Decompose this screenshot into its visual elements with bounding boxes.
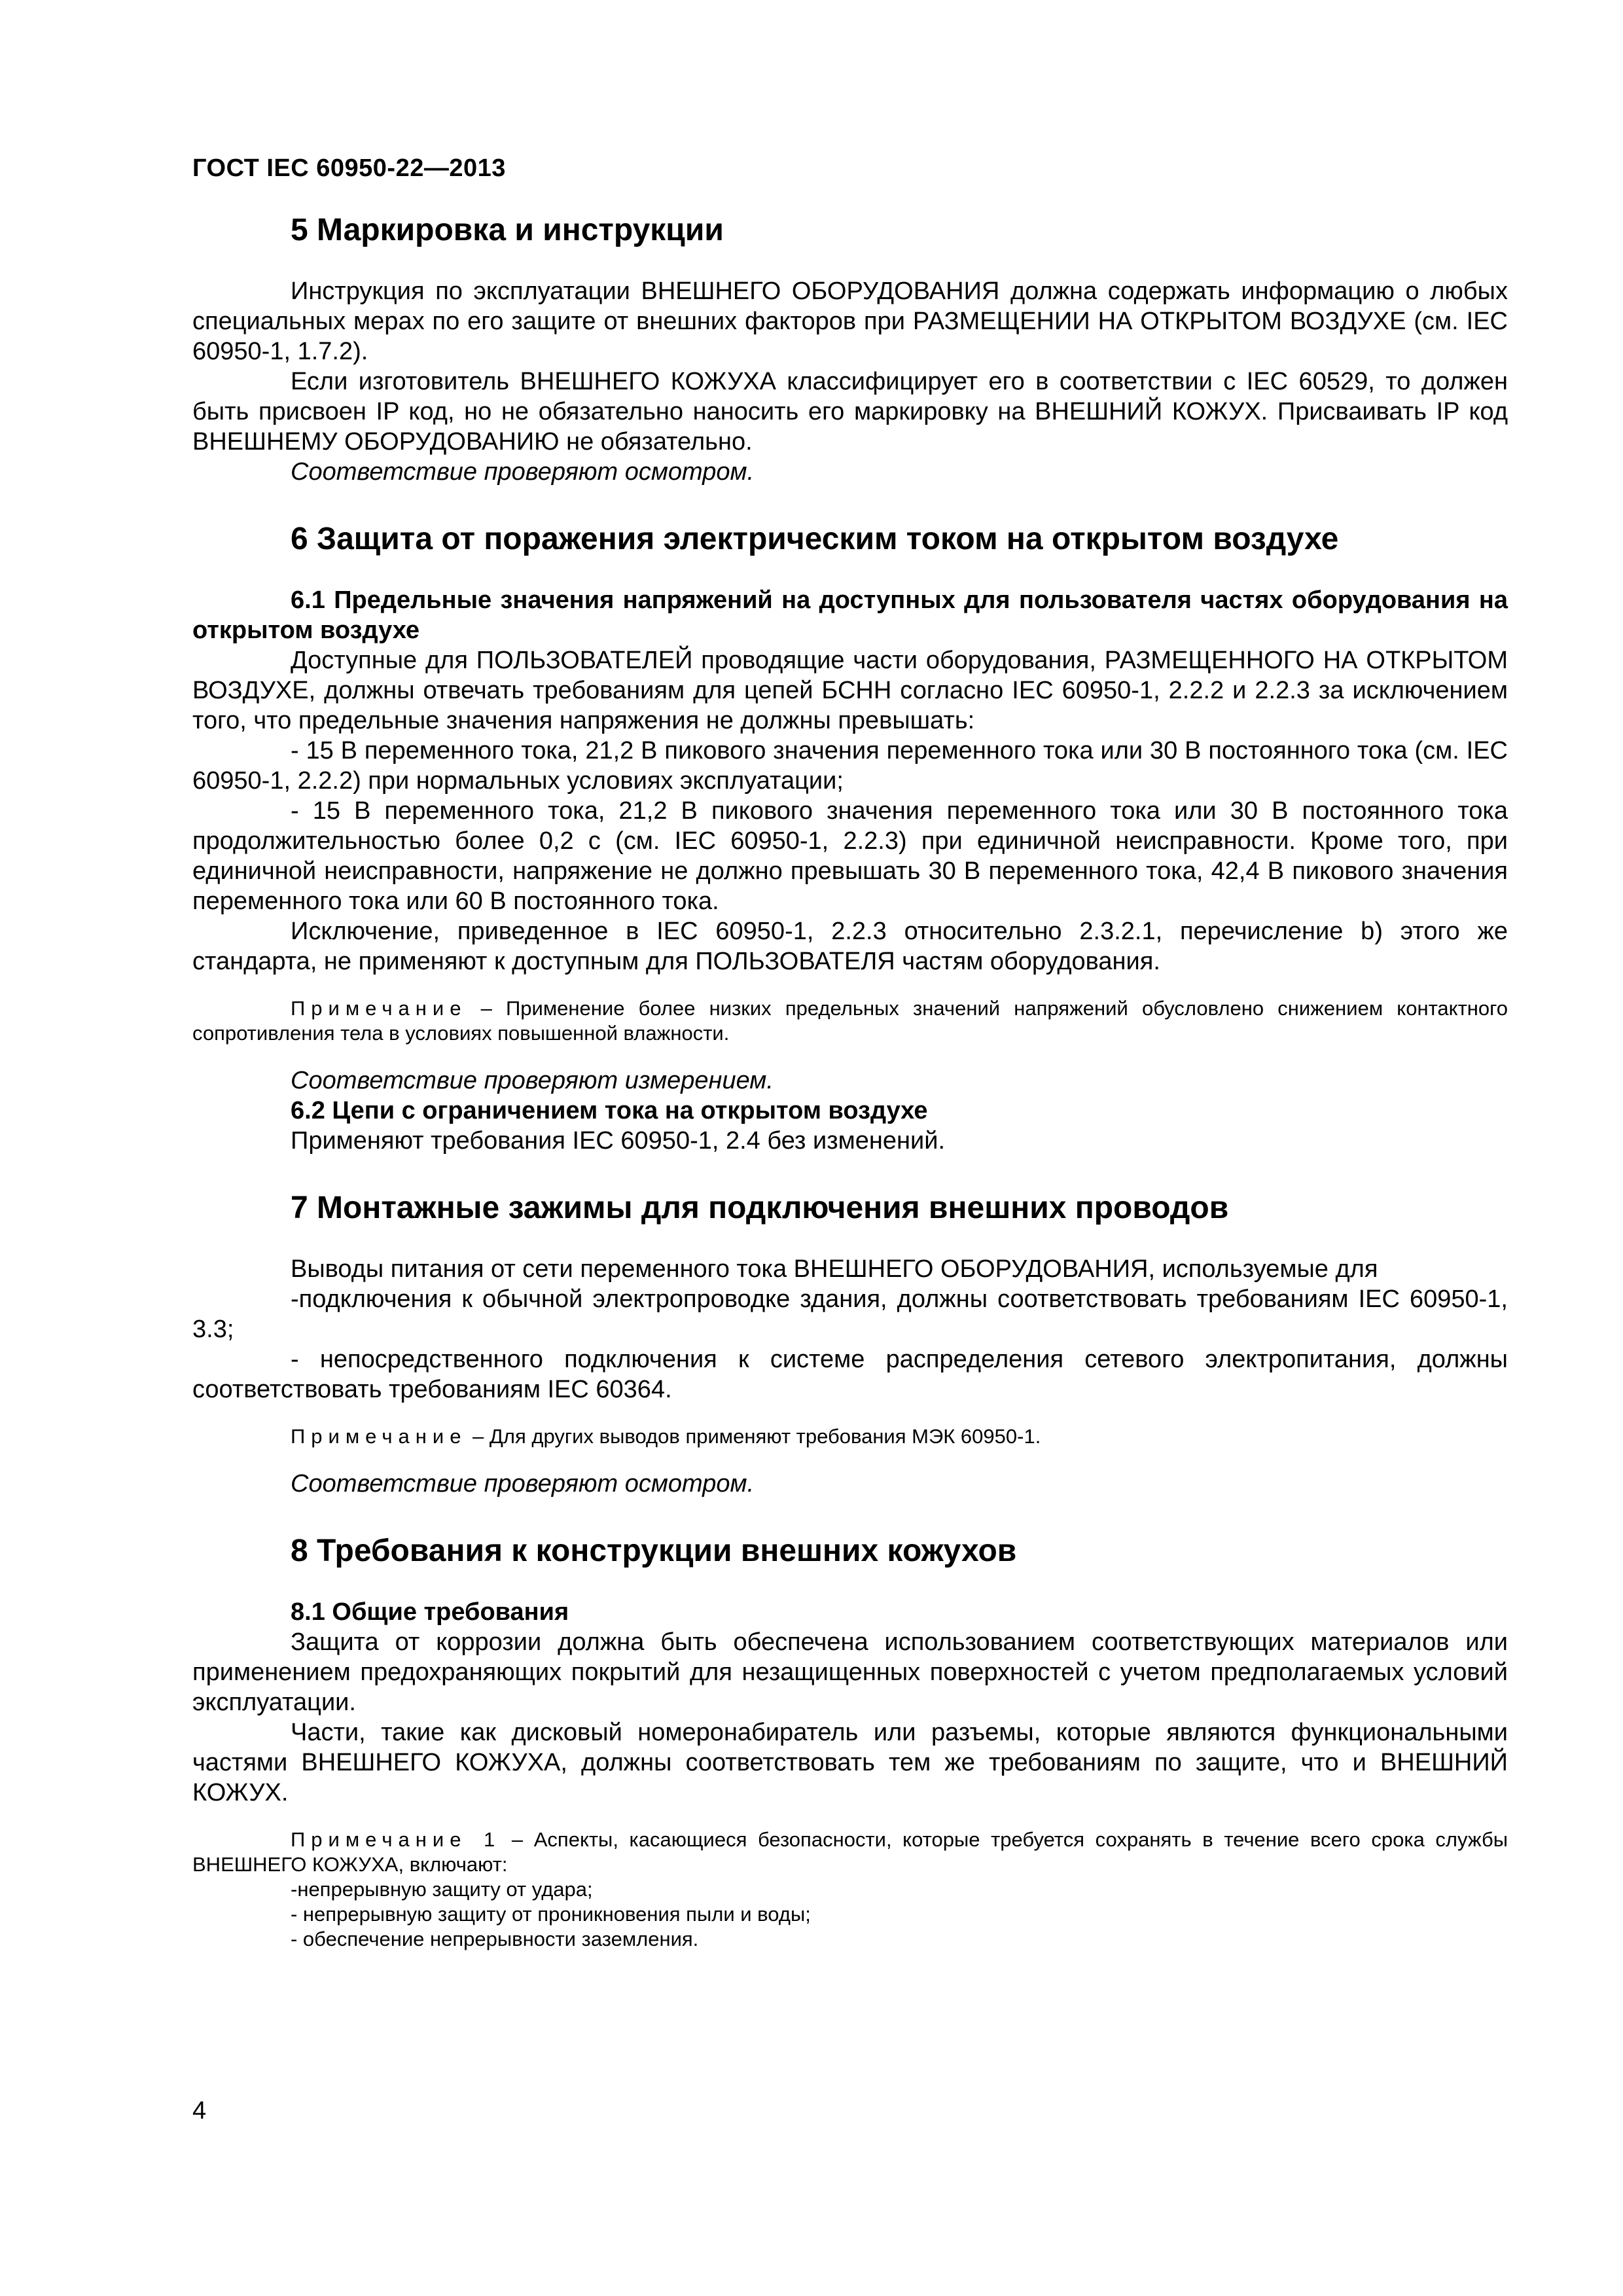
section-6-note bbox=[192, 996, 1508, 1046]
section-8-1-para-1: Защита от коррозии должна быть обеспечена использованием соответствующих материалов или применением предохраняющих покрытий для незащищенных поверхностей с учетом предполагаемых условий эксплуатации. bbox=[192, 1628, 1508, 1716]
note-list-item: -непрерывную защиту от удара; bbox=[291, 1878, 593, 1901]
note-list-item: - непрерывную защиту от проникновения пыли и воды; bbox=[291, 1903, 811, 1926]
note-text: – Применение более низких предельных значений напряжений обусловлено снижением контактного сопротивления тела в условиях повышенной влажности. bbox=[192, 997, 1508, 1045]
note-label: Примечание 1 bbox=[291, 1828, 501, 1851]
section-5-title: 5 Маркировка и инструкции bbox=[291, 213, 724, 247]
section-6-1-para-4: Исключение, приведенное в IEC 60950-1, 2.2.3 относительно 2.3.2.1, перечисление b) этого же стандарта, не применяют к доступным для ПОЛЬЗОВАТЕЛЯ частям оборудования. bbox=[192, 918, 1508, 975]
section-7-title: 7 Монтажные зажимы для подключения внешних проводов bbox=[291, 1191, 1229, 1225]
section-7-para-3: - непосредственного подключения к системе распределения сетевого электропитания, должны соответствовать требованиям IEC 60364. bbox=[192, 1346, 1508, 1403]
section-5-para-2: Если изготовитель ВНЕШНЕГО КОЖУХА классифицирует его в соответствии с IEC 60529, то должен быть присвоен IP код, но не обязательно наносить его маркировку на ВНЕШНИЙ КОЖУХ. Присваивать IP код ВНЕШНЕМУ ОБОРУДОВАНИЮ не обязательно. bbox=[192, 368, 1508, 456]
note-list-item: - обеспечение непрерывности заземления. bbox=[291, 1928, 699, 1950]
section-5-para-1: Инструкция по эксплуатации ВНЕШНЕГО ОБОРУДОВАНИЯ должна содержать информацию о любых специальных мерах по его защите от внешних факторов при РАЗМЕЩЕНИИ НА ОТКРЫТОМ ВОЗДУХЕ (см. IEC 60950-1, 1.7.2). bbox=[192, 278, 1508, 365]
section-6-check: Соответствие проверяют измерением. bbox=[291, 1067, 774, 1094]
section-5-check: Соответствие проверяют осмотром. bbox=[291, 458, 755, 486]
page-content bbox=[192, 211, 1508, 1952]
page-number: 4 bbox=[192, 2097, 207, 2125]
standard-header: ГОСТ IEC 60950-22—2013 bbox=[192, 154, 506, 182]
section-6-title: 6 Защита от поражения электрическим током на открытом воздухе bbox=[291, 522, 1339, 556]
section-6-1-para-1: Доступные для ПОЛЬЗОВАТЕЛЕЙ проводящие части оборудования, РАЗМЕЩЕННОГО НА ОТКРЫТОМ ВОЗДУХЕ, должны отвечать требованиям для цепей БСНН согласно IEC 60950-1, 2.2.2 и 2.2.3 за исключением того, что предельные значения напряжения не должны превышать: bbox=[192, 647, 1508, 734]
section-6-1-para-2: - 15 В переменного тока, 21,2 В пикового значения переменного тока или 30 В постоянного тока (см. IEC 60950-1, 2.2.2) при нормальных условиях эксплуатации; bbox=[192, 737, 1508, 795]
section-6-2-text: Применяют требования IEC 60950-1, 2.4 без изменений. bbox=[291, 1127, 946, 1155]
section-7-check: Соответствие проверяют осмотром. bbox=[291, 1470, 755, 1498]
section-8-1-title: 8.1 Общие требования bbox=[291, 1598, 569, 1626]
section-7-note bbox=[192, 1424, 1508, 1449]
section-6-1-para-3: - 15 В переменного тока, 21,2 В пикового значения переменного тока или 30 В постоянного тока продолжительностью более 0,2 с (см. IEC 60950-1, 2.2.3) при единичной неисправности. Кроме того, при единичной неисправности, напряжение не должно превышать 30 В переменного тока, 42,4 В пикового значения переменного тока или 60 В постоянного тока. bbox=[192, 797, 1508, 915]
section-8-title: 8 Требования к конструкции внешних кожухов bbox=[291, 1534, 1017, 1568]
section-8-note-1 bbox=[192, 1827, 1508, 1877]
note-text: – Для других выводов применяют требования МЭК 60950-1. bbox=[467, 1425, 1041, 1448]
note-text: – Аспекты, касающиеся безопасности, которые требуется сохранять в течение всего срока службы ВНЕШНЕГО КОЖУХА, включают: bbox=[192, 1828, 1508, 1876]
section-6-1-title: 6.1 Предельные значения напряжений на доступных для пользователя частях оборудования на открытом воздухе bbox=[192, 586, 1508, 644]
section-7-para-1: Выводы питания от сети переменного тока ВНЕШНЕГО ОБОРУДОВАНИЯ, используемые для bbox=[291, 1255, 1378, 1283]
note-label: Примечание bbox=[291, 1425, 467, 1448]
section-6-2-title: 6.2 Цепи с ограничением тока на открытом воздухе bbox=[291, 1097, 928, 1124]
section-7-para-2: -подключения к обычной электропроводке здания, должны соответствовать требованиям IEC 60950-1, 3.3; bbox=[192, 1285, 1508, 1343]
section-8-1-para-2: Части, такие как дисковый номеронабиратель или разъемы, которые являются функциональными частями ВНЕШНЕГО КОЖУХА, должны соответствовать тем же требованиям по защите, что и ВНЕШНИЙ КОЖУХ. bbox=[192, 1719, 1508, 1806]
note-label: Примечание bbox=[291, 997, 467, 1020]
